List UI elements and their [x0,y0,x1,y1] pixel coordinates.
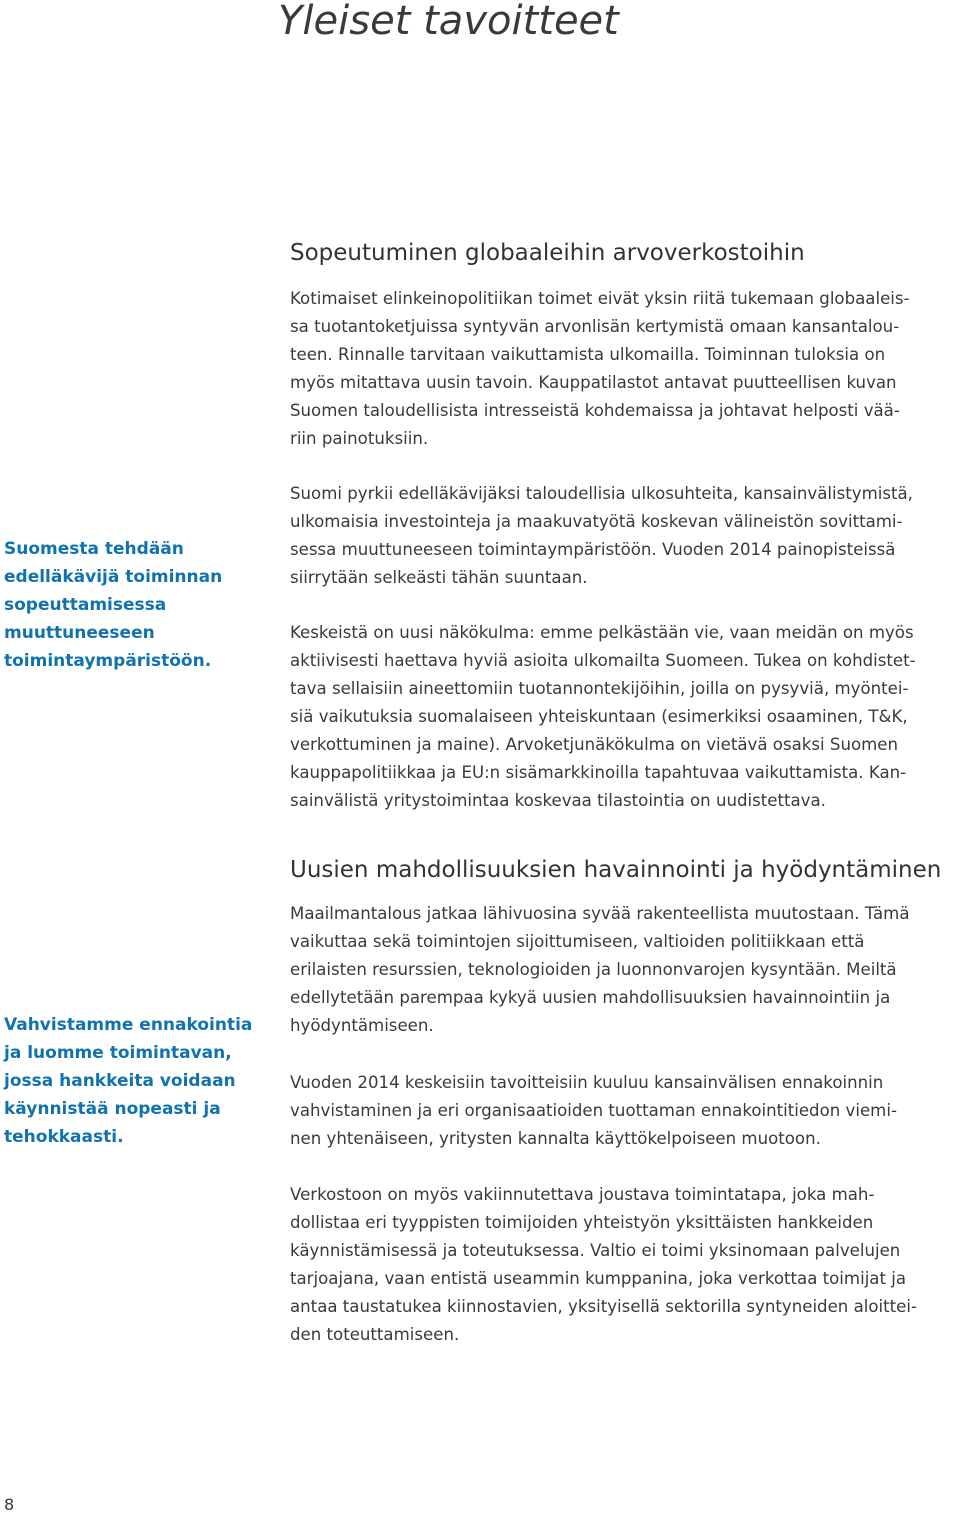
paragraph: Verkostoon on myös vakiinnutettava joustava toimintatapa, joka mah- dollistaa eri tyyppisten toimijoiden yhteistyön yksittäisten hankkeiden käynnistämisessä ja toteutuksessa. Valtio ei toimi yksinomaan palvelujen tarjoajana, vaan entistä useammin kumppanina, joka verkottaa toimijat ja antaa taustatukea kiinnostavien, yksityisellä sektorilla syntyneiden aloittei- den toteuttamiseen. [290,1185,917,1344]
paragraph: Vuoden 2014 keskeisiin tavoitteisiin kuuluu kansainvälisen ennakoinnin vahvistaminen ja eri organisaatioiden tuottaman ennakointitiedon viemi- nen yhtenäiseen, yritysten kannalta käyttökelpoiseen muotoon. [290,1073,897,1148]
paragraph: Maailmantalous jatkaa lähivuosina syvää rakenteellista muutostaan. Tämä vaikuttaa sekä toimintojen sijoittumiseen, valtioiden politiikkaan että erilaisten resurssien, teknologioiden ja luonnonvarojen kysyntään. Meiltä edellytetään parempaa kykyä uusien mahdollisuuksien havainnointiin ja hyödyntämiseen. [290,904,910,1035]
paragraph: Suomi pyrkii edelläkävijäksi taloudellisia ulkosuhteita, kansainvälistymistä, ulkomaisia investointeja ja maakuvatyötä koskevan välineistön sovittami- sessa muuttuneeseen toimintaympäristöön. Vuoden 2014 painopisteissä siirrytään selkeästi tähän suuntaan. [290,484,913,587]
page-number: 8 [4,1495,15,1514]
paragraph: Keskeistä on uusi näkökulma: emme pelkästään vie, vaan meidän on myös aktiivisesti haettava hyviä asioita ulkomailta Suomeen. Tukea on kohdistet- tava sellaisiin aineettomiin tuotannontekijöihin, joilla on pysyviä, myöntei- siä vaikutuksia suomalaiseen yhteiskuntaan (esimerkiksi osaaminen, T&K, verkottuminen ja maine). Arvoketjunäkökulma on vietävä osaksi Suomen kauppapolitiikkaa ja EU:n sisämarkkinoilla tapahtuvaa vaikuttamista. Kan- sainvälistä yritystoimintaa koskevaa tilastointia on uudistettava. [290,623,916,810]
paragraph: Kotimaiset elinkeinopolitiikan toimet eivät yksin riitä tukemaan globaaleis- sa tuotantoketjuissa syntyvän arvonlisän kertymistä omaan kansantalou- teen. Rinnalle tarvitaan vaikuttamista ulkomailla. Toiminnan tuloksia on myös mitattava uusin tavoin. Kauppatilastot antavat puutteellisen kuvan Suomen taloudellisista intresseistä kohdemaissa ja johtavat helposti vää- riin painotuksiin. [290,289,910,448]
section-heading-sopeutuminen: Sopeutuminen globaaleihin arvoverkostoihin [290,240,805,266]
pullquote-ennakointi: Vahvistamme ennakointia ja luomme toimintavan, jossa hankkeita voidaan käynnistää nopeasti ja tehokkaasti. [4,1015,253,1147]
page-title: Yleiset tavoitteet [278,0,619,44]
section-heading-uusien-mahdollisuuksien: Uusien mahdollisuuksien havainnointi ja hyödyntäminen [290,857,942,883]
pullquote-edellakavija: Suomesta tehdään edelläkävijä toiminnan sopeuttamisessa muuttuneeseen toimintaympäristöön. [4,539,223,671]
